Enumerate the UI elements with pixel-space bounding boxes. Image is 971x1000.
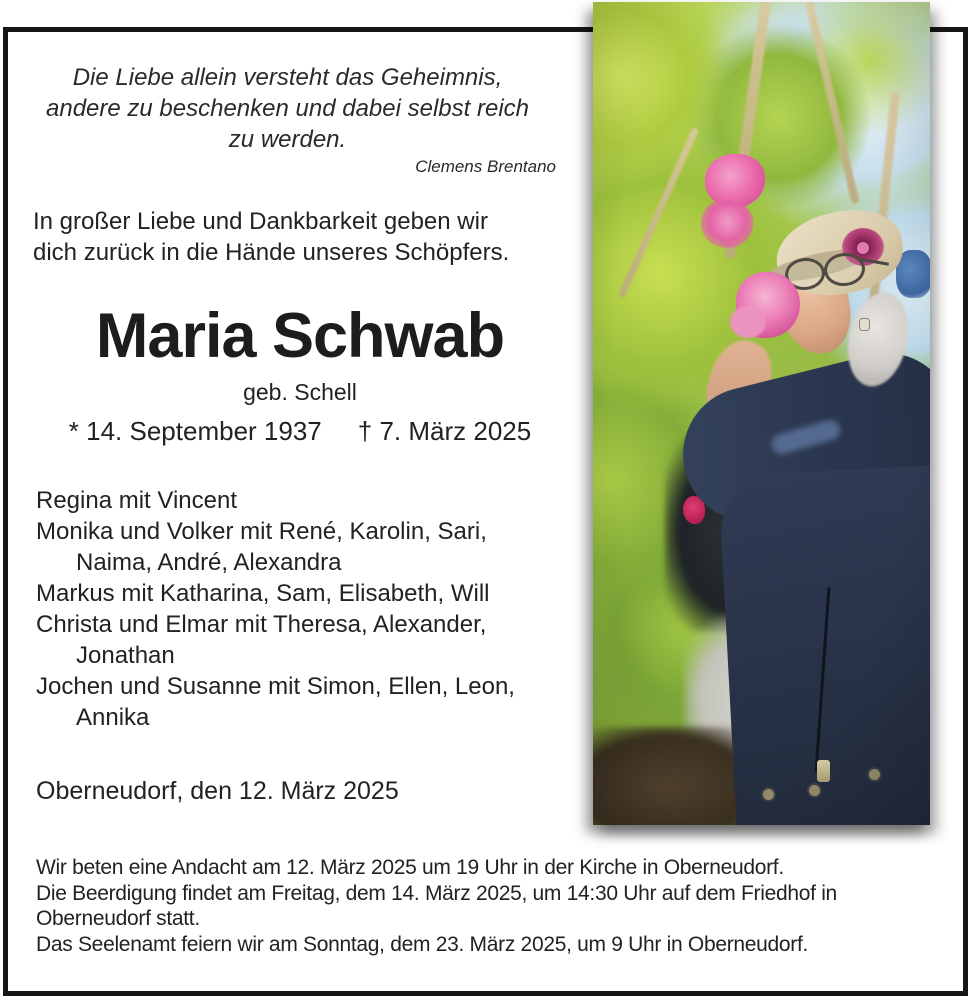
life-dates bbox=[15, 415, 585, 447]
mourner-line: Jochen und Susanne mit Simon, Ellen, Leon, bbox=[36, 673, 515, 700]
mourner-line: Christa und Elmar mit Theresa, Alexander, bbox=[36, 611, 487, 638]
mourner-line: Annika bbox=[76, 704, 150, 731]
maiden-name: geb. Schell bbox=[243, 379, 357, 405]
announcement-andacht: Wir beten eine Andacht am 12. März 2025 um 19 Uhr in der Kirche in Oberneudorf. bbox=[36, 856, 784, 879]
photo-earring bbox=[859, 318, 870, 331]
death-date: † 7. März 2025 bbox=[357, 416, 532, 446]
quote-line: Die Liebe allein versteht das Geheimnis, bbox=[72, 64, 503, 91]
photo-grommet bbox=[761, 787, 776, 802]
birth-date: * 14. September 1937 bbox=[68, 416, 322, 446]
quote-attribution: Clemens Brentano bbox=[415, 157, 556, 176]
opening-quote bbox=[15, 62, 560, 178]
quote-line: zu werden. bbox=[228, 126, 347, 153]
mourner-line: Naima, André, Alexandra bbox=[76, 549, 342, 576]
mourners-list bbox=[36, 485, 515, 733]
photo-grommet bbox=[867, 767, 882, 782]
intro-text bbox=[33, 206, 509, 268]
mourner-line: Markus mit Katharina, Sam, Elisabeth, Will bbox=[36, 580, 490, 607]
deceased-name: Maria Schwab bbox=[95, 301, 505, 371]
place-dateline: Oberneudorf, den 12. März 2025 bbox=[36, 777, 399, 805]
photo-rose-petal bbox=[730, 306, 766, 338]
announcement-seelenamt: Das Seelenamt feiern wir am Sonntag, dem 23. März 2025, um 9 Uhr in Oberneudorf. bbox=[36, 932, 809, 956]
service-announcements bbox=[36, 855, 941, 957]
quote-line: andere zu beschenken und dabei selbst reich bbox=[46, 95, 529, 122]
intro-line: In großer Liebe und Dankbarkeit geben wir bbox=[33, 208, 488, 235]
photo-grommet bbox=[807, 783, 822, 798]
portrait-photo bbox=[593, 2, 930, 825]
intro-line: dich zurück in die Hände unseres Schöpfers. bbox=[33, 239, 510, 266]
mourner-line: Regina mit Vincent bbox=[36, 487, 237, 514]
mourner-line: Jonathan bbox=[76, 642, 175, 669]
mourner-line: Monika und Volker mit René, Karolin, Sari, bbox=[36, 518, 487, 545]
announcement-beerdigung: Die Beerdigung findet am Freitag, dem 14. März 2025, um 14:30 Uhr auf dem Friedhof in Oberneudorf statt. bbox=[36, 881, 837, 930]
photo-zipper-pull bbox=[817, 760, 830, 782]
photo-cap-flower-center bbox=[857, 242, 869, 254]
name-block bbox=[15, 303, 585, 369]
